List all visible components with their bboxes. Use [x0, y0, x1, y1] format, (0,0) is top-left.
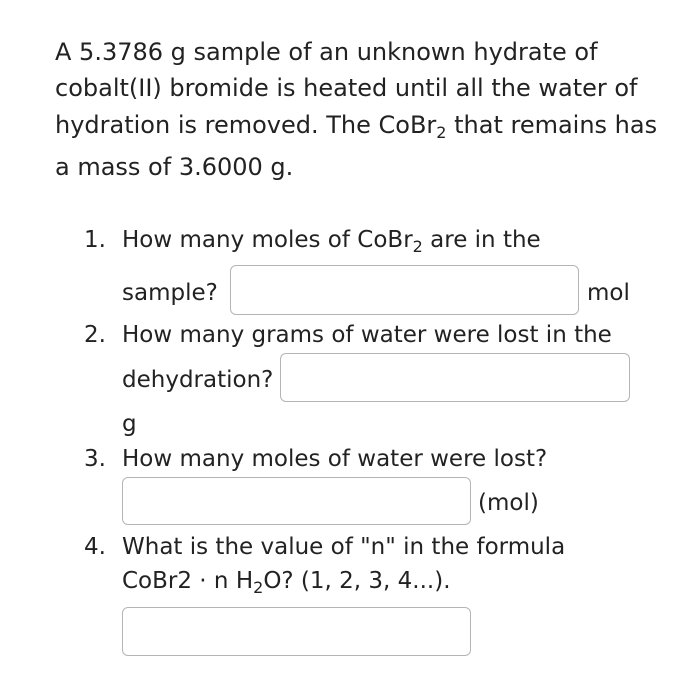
subscript: 2: [253, 578, 264, 597]
question-number: 1.: [84, 227, 106, 253]
question-text-line-2: dehydration?: [122, 367, 274, 393]
intro-line-3: [55, 111, 658, 142]
unit-label: g: [122, 411, 137, 437]
unit-label: mol: [587, 280, 630, 306]
question-text: How many moles of water were lost?: [122, 446, 548, 472]
question-text-part: How many moles of CoBr: [122, 227, 413, 253]
question-text: What is the value of "n" in the formula: [122, 534, 566, 560]
intro-line-3-text: hydration is removed. The CoBr: [55, 111, 437, 139]
formula-part: O? (1, 2, 3, 4...).: [263, 568, 451, 594]
question-number: 2.: [84, 322, 106, 348]
question-text-part: are in the: [422, 227, 541, 253]
question-number: 3.: [84, 446, 106, 472]
intro-line-2: cobalt(II) bromide is heated until all the water of: [55, 74, 638, 102]
question-text: [122, 226, 541, 254]
formula-text: [122, 567, 451, 595]
question-number: 4.: [84, 534, 106, 560]
intro-line-3-text-end: that remains has: [446, 111, 658, 139]
subscript: 2: [436, 123, 447, 142]
moles-water-input[interactable]: [122, 477, 471, 525]
subscript: 2: [412, 237, 423, 256]
intro-line-4: a mass of 3.6000 g.: [55, 153, 294, 181]
moles-cobr2-input[interactable]: [230, 265, 579, 315]
question-text: How many grams of water were lost in the: [122, 322, 612, 348]
unit-label: (mol): [478, 490, 539, 516]
question-text-line-2: sample?: [122, 280, 218, 306]
formula-part: CoBr2 · n H: [122, 568, 254, 594]
n-value-input[interactable]: [122, 607, 471, 656]
intro-line-1: A 5.3786 g sample of an unknown hydrate of: [55, 38, 598, 66]
grams-water-input[interactable]: [280, 353, 630, 402]
